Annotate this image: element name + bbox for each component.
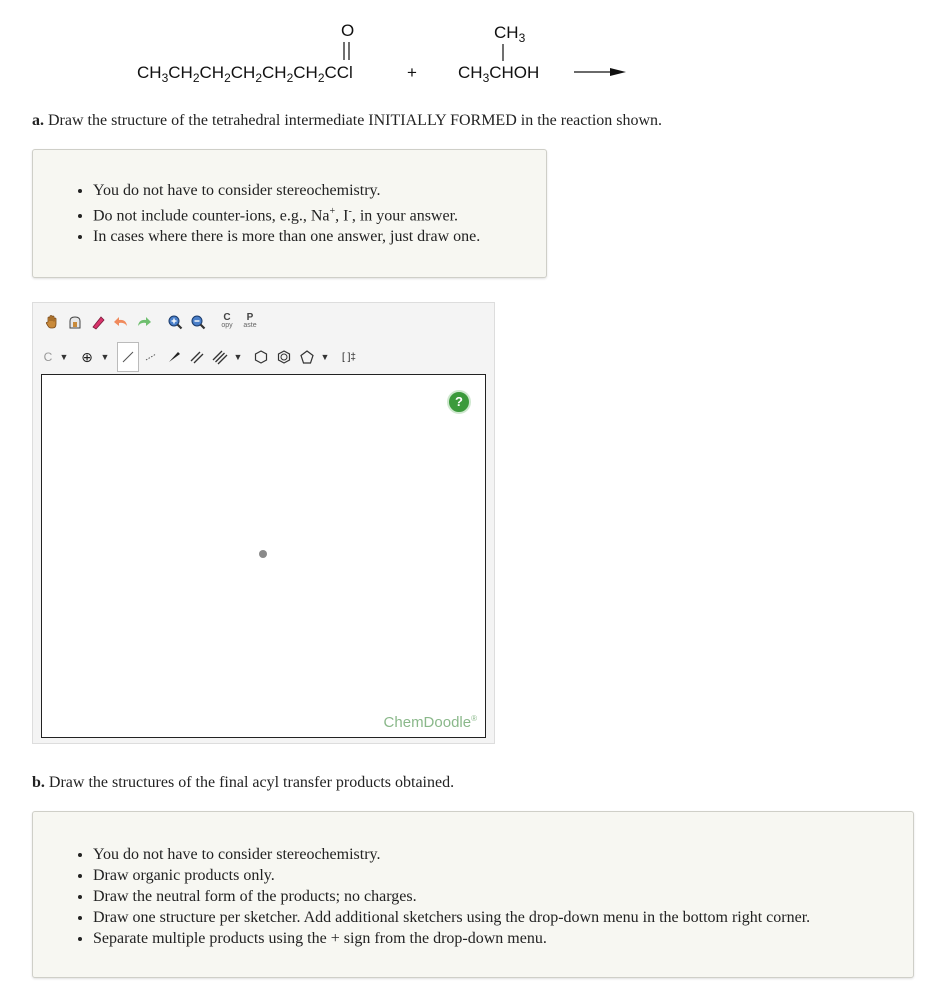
alcohol-formula: $CH_3CHOH$ xyxy=(458,63,540,85)
plus-sign: + xyxy=(407,63,417,82)
instructions-b xyxy=(32,811,914,978)
question-b-text: Draw the structures of the final acyl transfer products obtained. xyxy=(48,774,455,791)
hand-icon[interactable] xyxy=(41,311,63,333)
question-b-label: b. xyxy=(32,774,45,791)
bond-dropdown-caret[interactable]: ▼ xyxy=(233,352,243,362)
alcohol-methyl-group: $CH_3$ xyxy=(494,23,526,45)
question-a-label: a. xyxy=(32,112,44,129)
paste-button[interactable]: P aste xyxy=(243,312,257,329)
question-a xyxy=(32,111,662,131)
instruction-b-4: • Draw one structure per sketcher. Add additional sketchers using the drop-down menu in the bottom right corner. xyxy=(93,907,913,928)
chemdoodle-brand: ChemDoodle® xyxy=(383,714,477,731)
zoom-in-icon[interactable] xyxy=(164,311,186,333)
instruction-b-3: • Draw the neutral form of the products; no charges. xyxy=(93,886,913,907)
instruction-a-2: • Do not include counter-ions, e.g., Na+, I-, in your answer. xyxy=(93,201,546,226)
wedge-bond-button[interactable] xyxy=(163,342,185,372)
element-dropdown-caret[interactable]: ▼ xyxy=(59,352,69,362)
copy-button[interactable]: C opy xyxy=(221,312,233,329)
ring-dropdown-caret[interactable]: ▼ xyxy=(320,352,330,362)
toolbar-row-1 xyxy=(41,311,262,333)
zoom-out-icon[interactable] xyxy=(187,311,209,333)
carbonyl-oxygen: O xyxy=(341,21,355,40)
instruction-a-3: • In cases where there is more than one answer, just draw one. xyxy=(93,226,546,247)
instruction-b-2: • Draw organic products only. xyxy=(93,865,913,886)
undo-icon[interactable] xyxy=(110,311,132,333)
question-a-text: Draw the structure of the tetrahedral intermediate INITIALLY FORMED in the reaction shown. xyxy=(48,112,663,129)
double-bond-button[interactable] xyxy=(186,342,208,372)
instruction-b-5: • Separate multiple products using the + sign from the drop-down menu. xyxy=(93,928,913,949)
instruction-a-1: • You do not have to consider stereochemistry. xyxy=(93,180,546,201)
acid-chloride-formula: $CH_3CH_2CH_2CH_2CH_2CH_2CCl$ xyxy=(137,63,353,85)
single-bond-button[interactable] xyxy=(117,342,139,372)
recessed-bond-button[interactable] xyxy=(140,342,162,372)
element-label-button[interactable]: C xyxy=(43,350,53,364)
reaction-scheme xyxy=(0,0,930,100)
drawing-canvas[interactable] xyxy=(41,374,486,738)
instructions-a xyxy=(32,149,547,278)
bracket-button[interactable]: [ ]‡ xyxy=(342,351,356,363)
chemdoodle-sketcher xyxy=(32,302,495,744)
lasso-icon[interactable] xyxy=(64,311,86,333)
cyclopentane-icon[interactable] xyxy=(296,342,318,372)
charge-dropdown-caret[interactable]: ▼ xyxy=(100,352,110,362)
instruction-b-1: • You do not have to consider stereochemistry. xyxy=(93,844,913,865)
reaction-arrow-head xyxy=(610,68,626,76)
question-b xyxy=(32,773,454,793)
toolbar-row-2 xyxy=(39,342,362,372)
canvas-cursor-dot xyxy=(259,550,267,558)
help-icon[interactable]: ? xyxy=(447,390,471,414)
redo-icon[interactable] xyxy=(133,311,155,333)
cyclohexane-icon[interactable] xyxy=(250,342,272,372)
triple-bond-button[interactable] xyxy=(209,342,231,372)
charge-button[interactable]: ⊕ xyxy=(81,348,93,365)
benzene-icon[interactable] xyxy=(273,342,295,372)
eraser-icon[interactable] xyxy=(87,311,109,333)
